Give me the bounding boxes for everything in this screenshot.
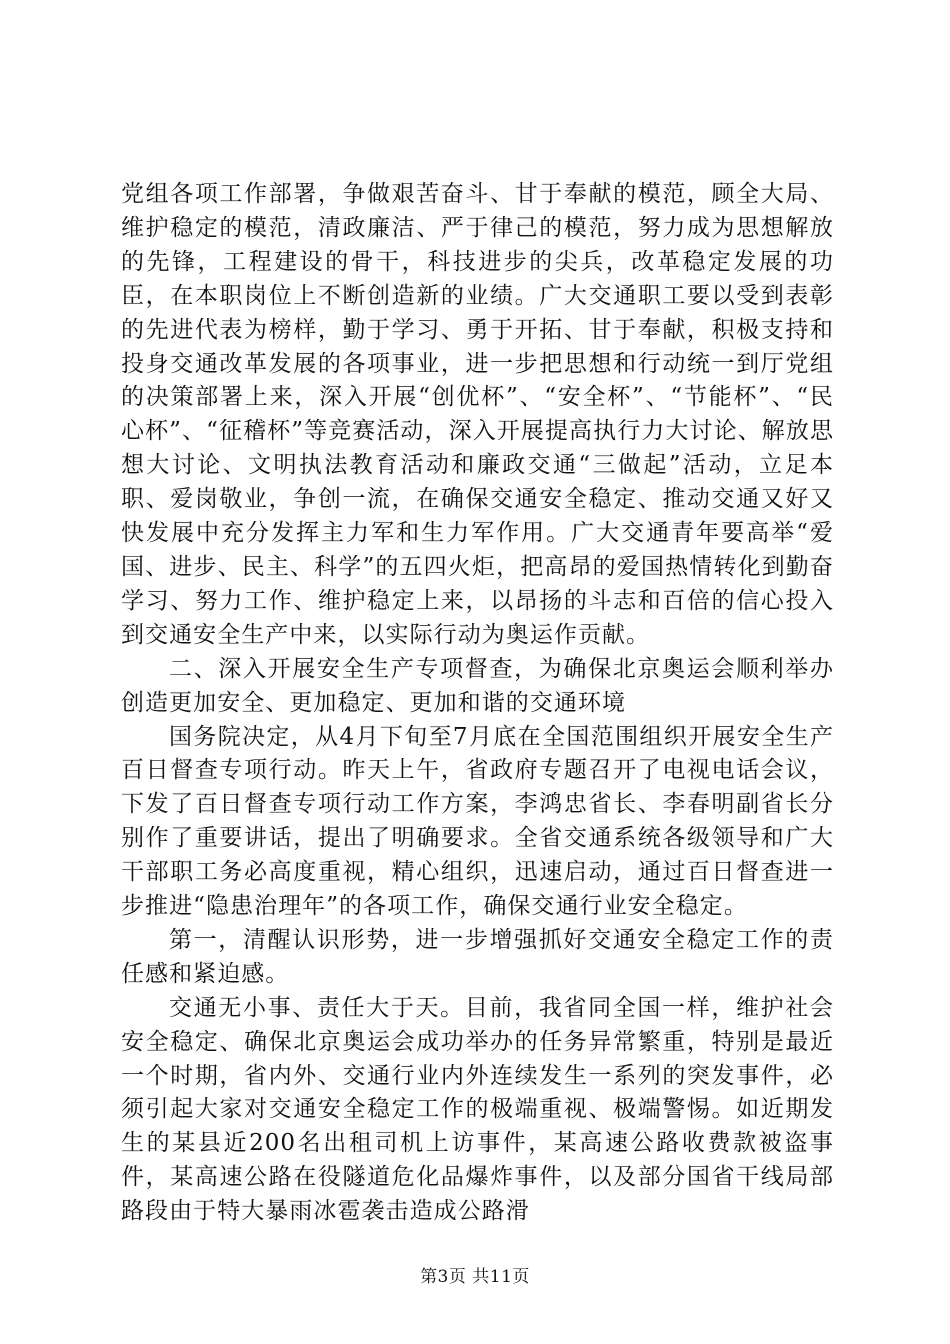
page-footer: 第3页 共11页 — [420, 1267, 530, 1287]
document-body — [121, 178, 834, 1229]
paragraph: 国务院决定，从4月下旬至7月底在全国范围组织开展安全生产百日督查专项行动。昨天上午，省政府专题召开了电视电话会议，下发了百日督查专项行动工作方案，李鸿忠省长、李春明副省长分别作了重要讲话，提出了明确要求。全省交通系统各级领导和广大干部职工务必高度重视，精心组织，迅速启动，通过百日督查进一步推进“隐患治理年”的各项工作，确保交通行业安全稳定。 — [121, 723, 834, 920]
subsection-heading: 第一，清醒认识形势，进一步增强抓好交通安全稳定工作的责任感和紧迫感。 — [121, 926, 834, 987]
paragraph-continuation: 党组各项工作部署，争做艰苦奋斗、甘于奉献的模范，顾全大局、维护稳定的模范，清政廉洁、严于律己的模范，努力成为思想解放的先锋，工程建设的骨干，科技进步的尖兵，改革稳定发展的功臣，在本职岗位上不断创造新的业绩。广大交通职工要以受到表彰的先进代表为榜样，勤于学习、勇于开拓、甘于奉献，积极支持和投身交通改革发展的各项事业，进一步把思想和行动统一到厅党组的决策部署上来，深入开展“创优杯”、“安全杯”、“节能杯”、“民心杯”、“征稽杯”等竞赛活动，深入开展提高执行力大讨论、解放思想大讨论、文明执法教育活动和廉政交通“三做起”活动，立足本职、爱岗敬业，争创一流，在确保交通安全稳定、推动交通又好又快发展中充分发挥主力军和生力军作用。广大交通青年要高举“爱国、进步、民主、科学”的五四火炬，把高昂的爱国热情转化到勤奋学习、努力工作、维护稳定上来，以昂扬的斗志和百倍的信心投入到交通安全生产中来，以实际行动为奥运作贡献。 — [121, 181, 834, 648]
section-heading: 二、深入开展安全生产专项督查，为确保北京奥运会顺利举办创造更加安全、更加稳定、更加和谐的交通环境 — [121, 655, 834, 716]
paragraph: 交通无小事、责任大于天。目前，我省同全国一样，维护社会安全稳定、确保北京奥运会成功举办的任务异常繁重，特别是最近一个时期，省内外、交通行业内外连续发生一系列的突发事件，必须引起大家对交通安全稳定工作的极端重视、极端警惕。如近期发生的某县近200名出租司机上访事件，某高速公路收费款被盗事件，某高速公路在役隧道危化品爆炸事件，以及部分国省干线局部路段由于特大暴雨冰雹袭击造成公路滑 — [121, 994, 834, 1225]
